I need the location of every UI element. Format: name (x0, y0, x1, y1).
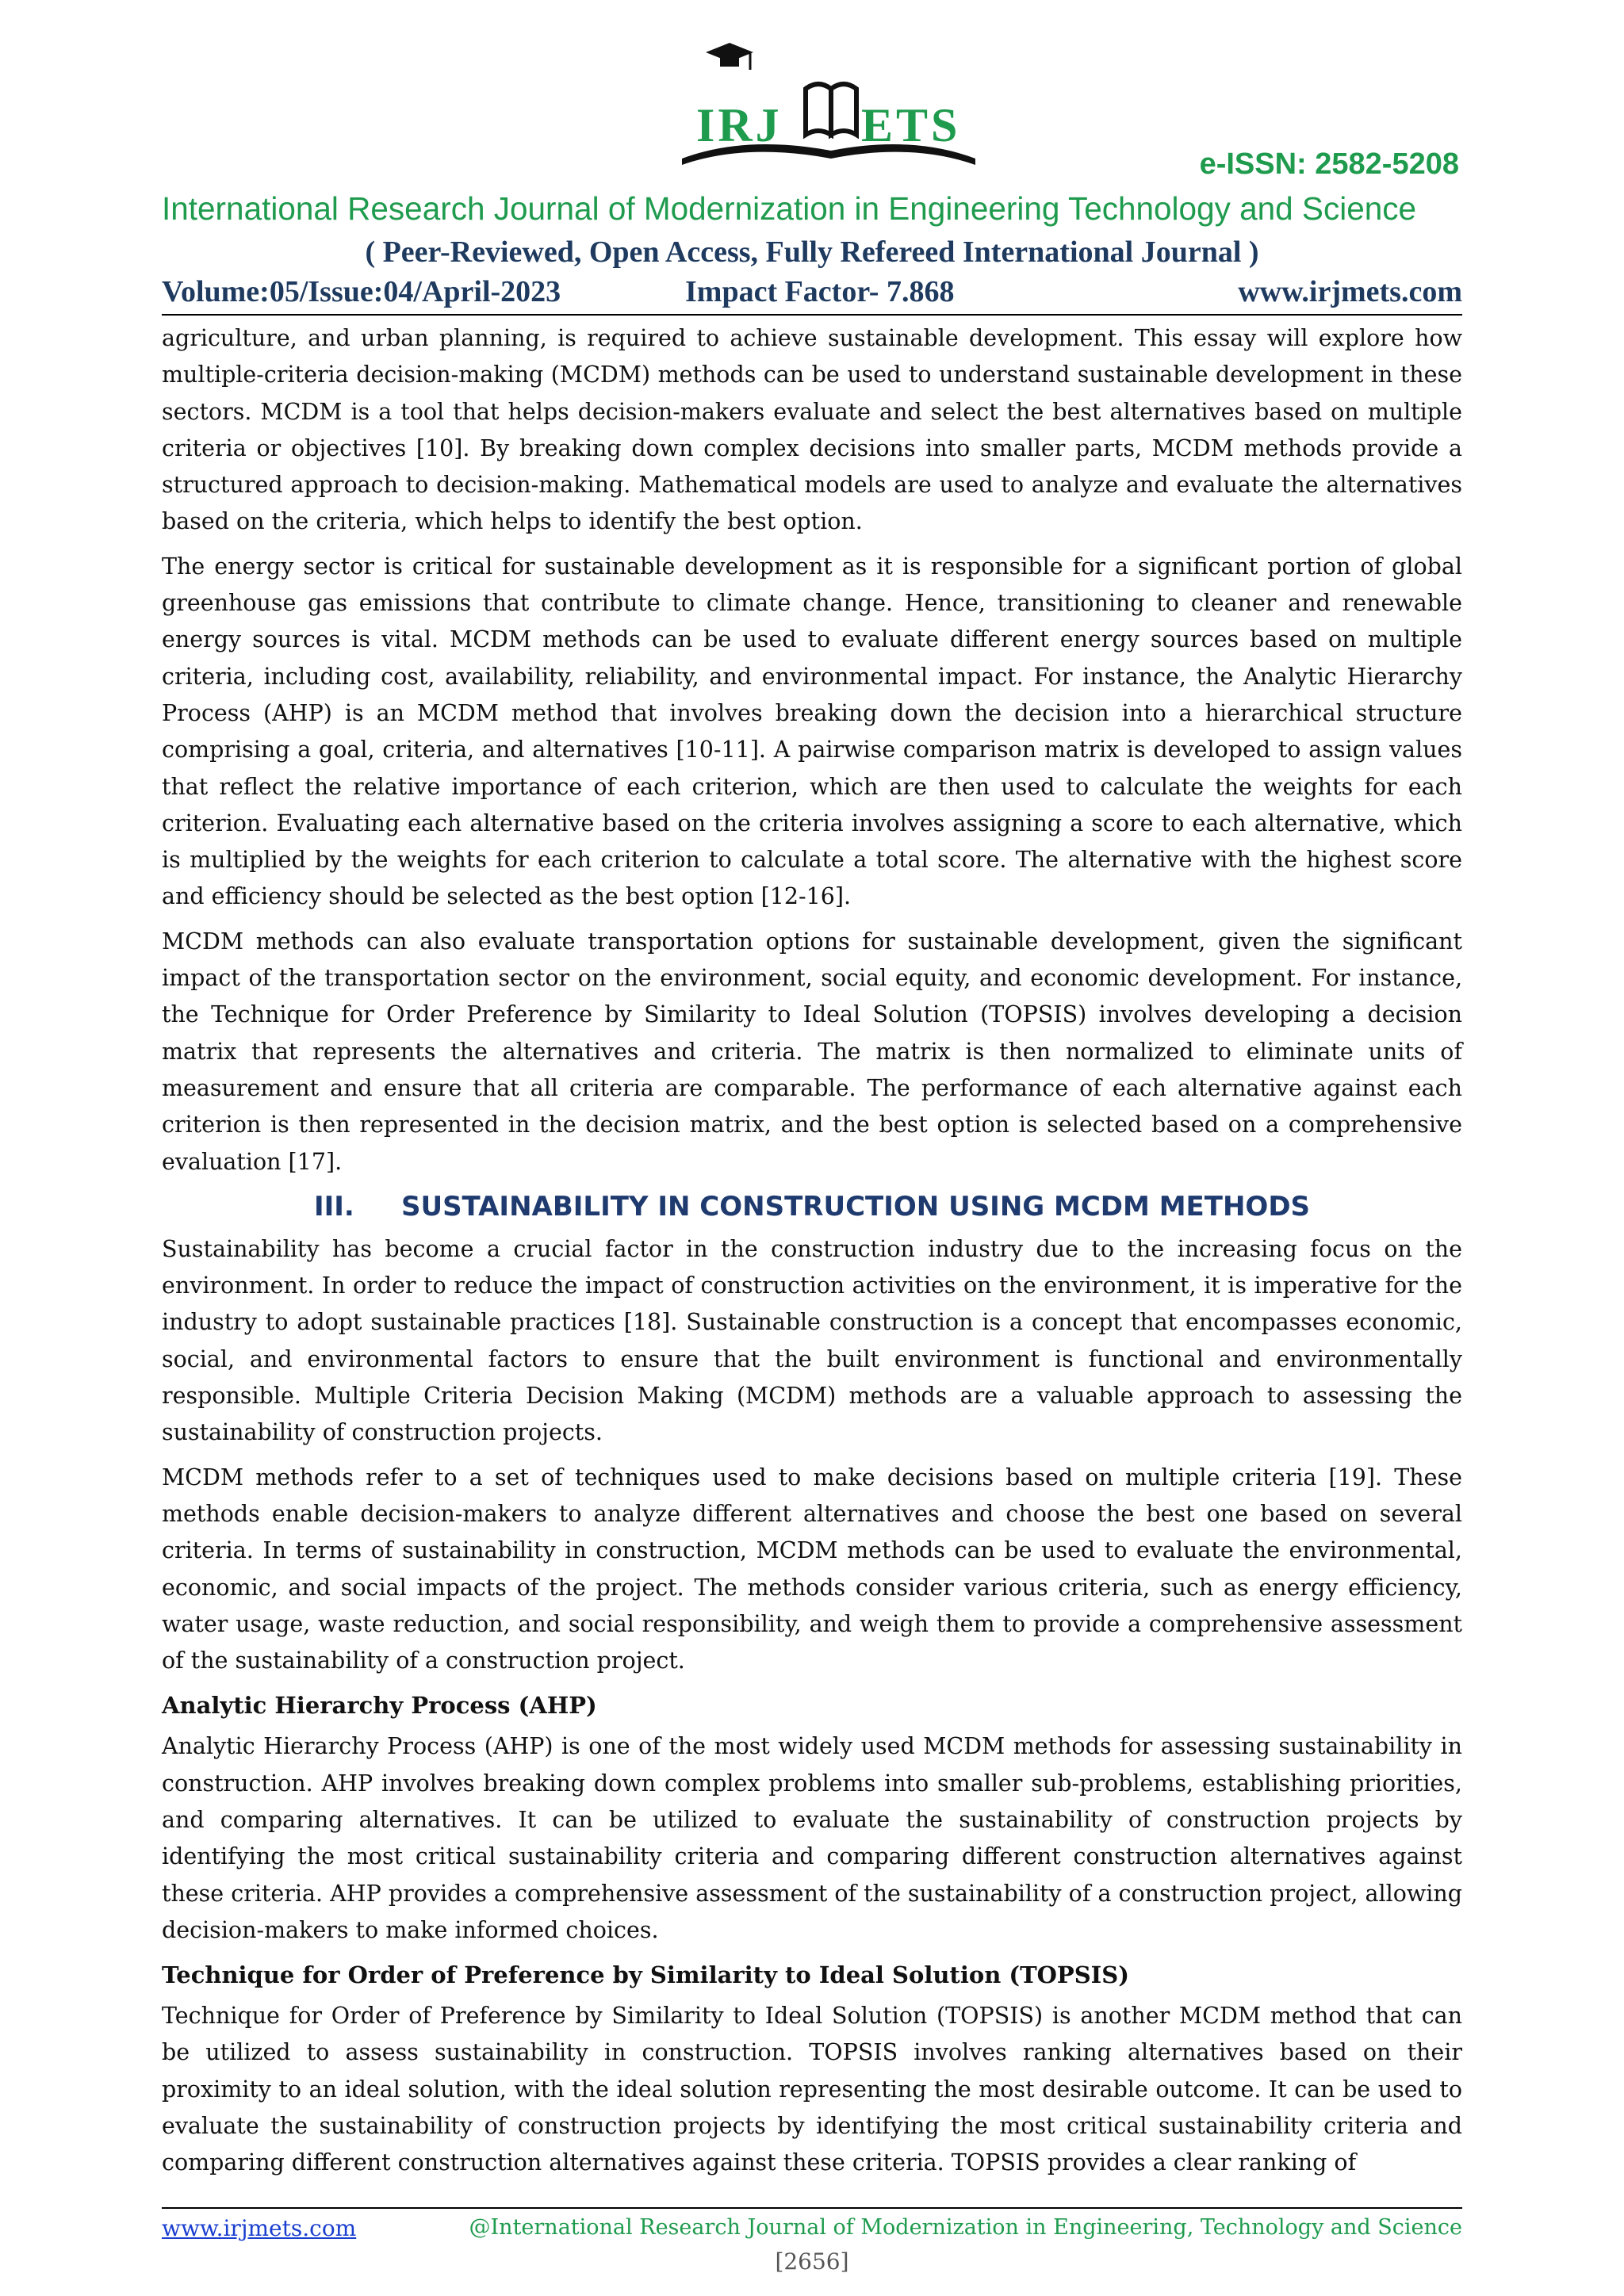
paragraph: Sustainability has become a crucial factor in the construction industry due to the increasing focus on the environment. In order to reduce the impact of construction activities on the environment, it is imperative for the industry to adopt sustainable practices [18]. Sustainable construction is a concept that encompasses economic, social, and environmental factors to ensure that the built environment is functional and environmentally responsible. Multiple Criteria Decision Making (MCDM) methods are a valuable approach to assessing the sustainability of construction projects. (162, 1235, 1462, 1446)
volume-row (162, 274, 1462, 312)
paragraph: Analytic Hierarchy Process (AHP) is one of the most widely used MCDM methods for assessing sustainability in construction. AHP involves breaking down complex problems into smaller sub-problems, establishing priorities, and comparing alternatives. It can be utilized to evaluate the sustainability of construction projects by identifying the most critical sustainability criteria and comparing different construction alternatives against these criteria. AHP provides a comprehensive assessment of the sustainability of a construction project, allowing decision-makers to make informed choices. (162, 1733, 1462, 1943)
impact-factor: Impact Factor- 7.868 (685, 275, 955, 308)
paragraph: Technique for Order of Preference by Similarity to Ideal Solution (TOPSIS) is another MCDM method that can be utilized to assess sustainability in construction. TOPSIS involves ranking alternatives based on their proximity to an ideal solution, with the ideal solution representing the most desirable outcome. It can be used to evaluate the sustainability of construction projects by identifying the most critical sustainability criteria and comparing different construction alternatives against these criteria. TOPSIS provides a clear ranking of (162, 2003, 1462, 2176)
paragraph: MCDM methods refer to a set of techniques used to make decisions based on multiple criteria [19]. These methods enable decision-makers to analyze different alternatives and choose the best one based on several criteria. In terms of sustainability in construction, MCDM methods can be used to evaluate the environmental, economic, and social impacts of the project. The methods consider various criteria, such as energy efficiency, water usage, waste reduction, and social responsibility, and weigh them to provide a comprehensive assessment of the sustainability of a construction project. (162, 1464, 1462, 1674)
paragraph: The energy sector is critical for sustainable development as it is responsible for a significant portion of global greenhouse gas emissions that contribute to climate change. Hence, transitioning to cleaner and renewable energy sources is vital. MCDM methods can be used to evaluate different energy sources based on multiple criteria, including cost, availability, reliability, and environmental impact. For instance, the Analytic Hierarchy Process (AHP) is an MCDM method that involves breaking down the decision into a hierarchical structure comprising a goal, criteria, and alternatives [10-11]. A pairwise comparison matrix is developed to assign values that reflect the relative importance of each criterion, which are then used to calculate the weights for each criterion. Evaluating each alternative based on the criteria involves assigning a score to each alternative, which is multiplied by the weights for each criterion to calculate a total score. The alternative with the highest score and efficiency should be selected as the best option [12-16]. (162, 553, 1462, 910)
header-divider (162, 314, 1462, 316)
volume-issue: Volume:05/Issue:04/April-2023 (162, 275, 561, 308)
logo-text-left: IRJ (696, 99, 783, 151)
footer-journal-credit: @International Research Journal of Modernization in Engineering, Technology and Science (469, 2215, 1462, 2240)
journal-title: International Research Journal of Modernization in Engineering Technology and Science (162, 190, 1417, 227)
paragraph: MCDM methods can also evaluate transportation options for sustainable development, given the significant impact of the transportation sector on the environment, social equity, and economic development. For instance, the Technique for Order Preference by Similarity to Ideal Solution (TOPSIS) involves developing a decision matrix that represents the alternatives and criteria. The matrix is then normalized to eliminate units of measurement and ensure that all criteria are comparable. The performance of each alternative against each criterion is then represented in the decision matrix, and the best option is selected based on a comprehensive evaluation [17]. (162, 928, 1462, 1175)
section-title: SUSTAINABILITY IN CONSTRUCTION USING MCDM METHODS (400, 1190, 1311, 1223)
topsis-heading: Technique for Order of Preference by Similarity to Ideal Solution (TOPSIS) (162, 1961, 1129, 1989)
logo-text-right: ETS (861, 99, 961, 151)
paragraph: agriculture, and urban planning, is required to achieve sustainable development. This essay will explore how multiple-criteria decision-making (MCDM) methods can be used to understand sustainable development in these sectors. MCDM is a tool that helps decision-makers evaluate and select the best alternatives based on multiple criteria or objectives [10]. By breaking down complex decisions into smaller parts, MCDM methods provide a structured approach to decision-making. Mathematical models are used to analyze and evaluate the alternatives based on the criteria, which helps to identify the best option. (162, 325, 1462, 535)
issn: e-ISSN: 2582-5208 (1199, 147, 1459, 181)
section-heading (162, 1188, 1462, 1225)
ahp-heading: Analytic Hierarchy Process (AHP) (162, 1692, 597, 1720)
footer-divider (162, 2207, 1462, 2209)
journal-logo (674, 32, 975, 174)
article-body (162, 320, 1462, 2190)
footer-website-link[interactable]: www.irjmets.com (162, 2215, 357, 2241)
page-number: [2656] (775, 2248, 849, 2275)
website[interactable]: www.irjmets.com (1238, 275, 1462, 308)
peer-review-note: ( Peer-Reviewed, Open Access, Fully Refereed International Journal ) (365, 235, 1259, 269)
section-number: III. (313, 1190, 354, 1223)
